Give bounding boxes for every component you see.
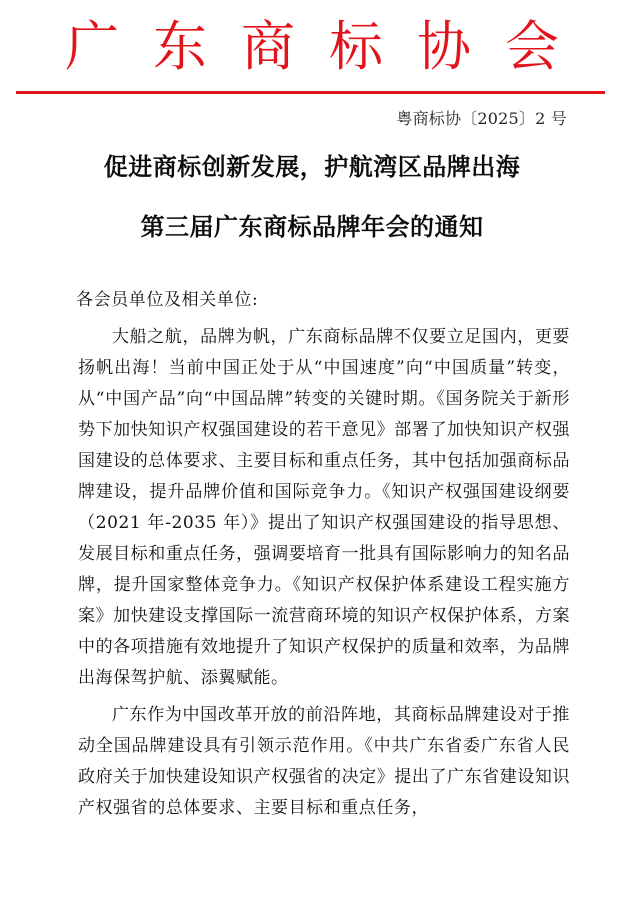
issuer-heading-char: 东 [153, 15, 207, 78]
body-paragraph-text: 广东作为中国改革开放的前沿阵地，其商标品牌建设对于推动全国品牌建设具有引领示范作用。《中共广东省委广东省人民政府关于加快建设知识产权强省的决定》提出了广东省建设知识产权强省的总体要求、主要目标和重点任务， [78, 705, 570, 818]
issuer-heading-char: 协 [417, 15, 471, 78]
document-title-line-2: 第三届广东商标品牌年会的通知 [140, 213, 484, 241]
document-number: 粤商标协〔2025〕2 号 [396, 109, 567, 128]
issuer-heading-char: 广 [65, 15, 119, 78]
body-paragraph [78, 700, 570, 824]
issuer-heading-char: 标 [329, 15, 383, 78]
issuer-heading-char: 会 [505, 15, 559, 78]
document-body [78, 322, 570, 830]
header-divider [16, 91, 605, 94]
document-title-line-1: 促进商标创新发展，护航湾区品牌出海 [103, 153, 521, 181]
body-paragraph [78, 322, 570, 694]
issuer-heading [0, 6, 624, 88]
body-paragraph-text: 大船之航，品牌为帆，广东商标品牌不仅要立足国内，更要扬帆出海！当前中国正处于从“中国速度”向“中国质量”转变，从“中国产品”向“中国品牌”转变的关键时期。《国务院关于新形势下加快知识产权强国建设的若干意见》部署了加快知识产权强国建设的总体要求、主要目标和重点任务，其中包括加强商标品牌建设，提升品牌价值和国际竞争力。《知识产权强国建设纲要（2021 年-2035 年）》提出了知识产权强国建设的指导思想、发展目标和重点任务，强调要培育一批具有国际影响力的知名品牌，提升国家整体竞争力。《知识产权保护体系建设工程实施方案》加快建设支撑国际一流营商环境的知识产权保护体系，方案中的各项措施有效地提升了知识产权保护的质量和效率，为品牌出海保驾护航、添翼赋能。 [78, 327, 570, 688]
salutation: 各会员单位及相关单位: [76, 290, 259, 310]
issuer-heading-char: 商 [241, 15, 295, 78]
